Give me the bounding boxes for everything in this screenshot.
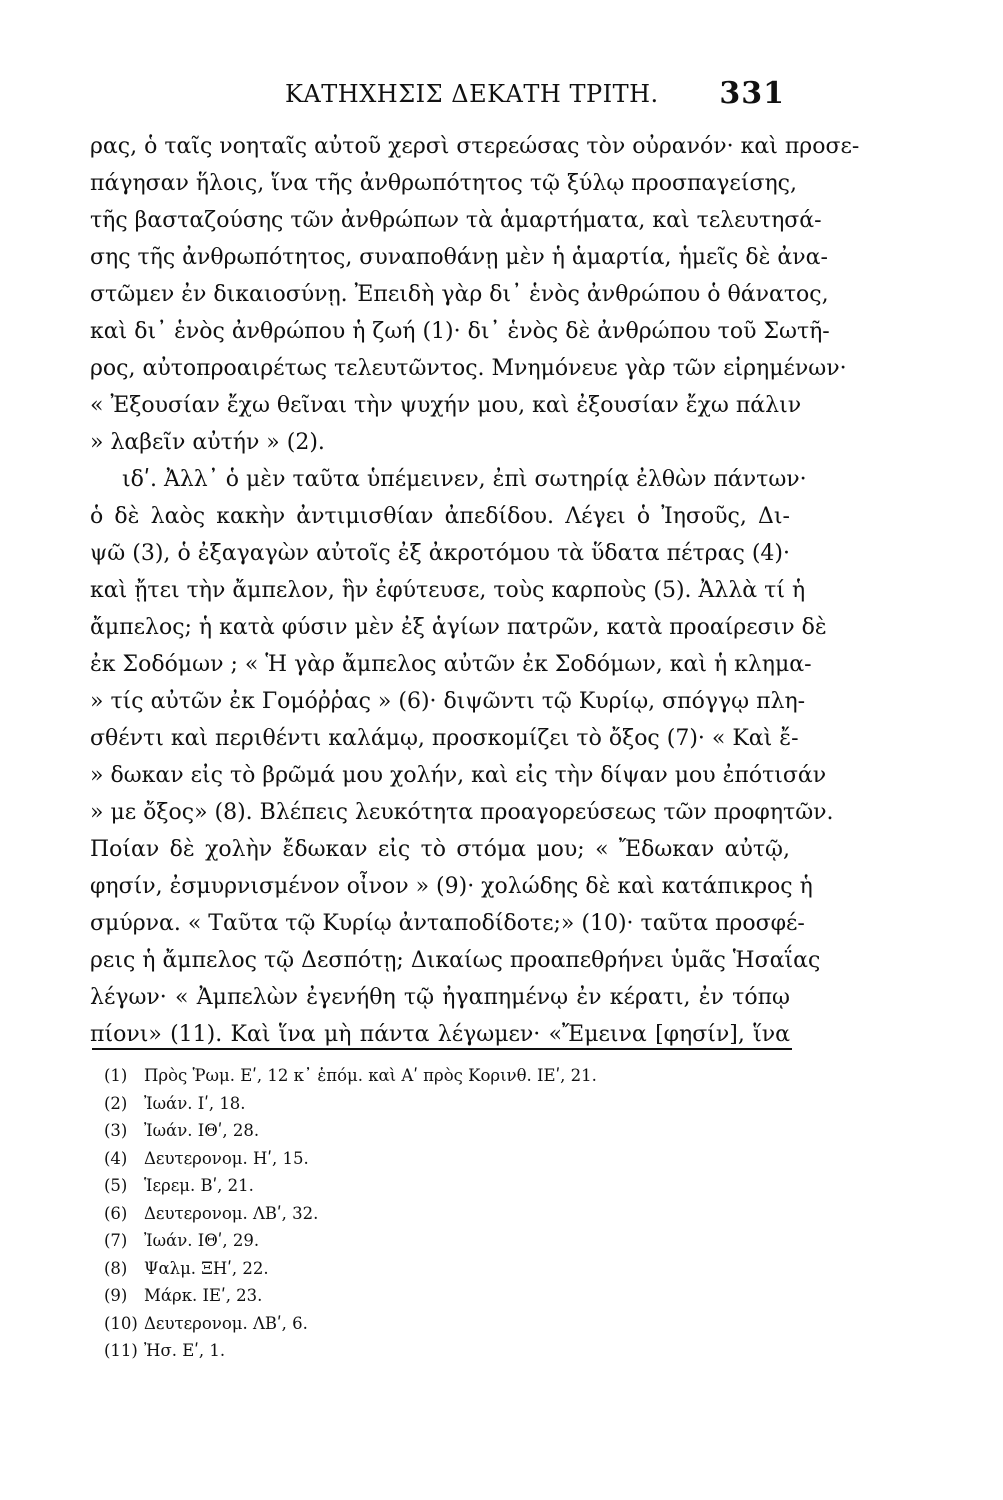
footnote <box>104 1310 704 1338</box>
footnote <box>104 1145 704 1173</box>
footnote <box>104 1282 704 1310</box>
footnote-text: Πρὸς Ῥωμ. Εʹ, 12 κ᾿ ἑπόμ. καὶ Αʹ πρὸς Κορινθ. ΙΕʹ, 21. <box>144 1066 597 1085</box>
running-title: ΚΑΤΗΧΗΣΙΣ ΔΕΚΑΤΗ ΤΡΙΤΗ. <box>285 80 659 108</box>
footnote-text: Δευτερονομ. Ηʹ, 15. <box>144 1148 309 1168</box>
body-line: καὶ δι᾿ ἑνὸς ἀνθρώπου ἡ ζωή (1)· δι᾿ ἑνὸς δὲ ἀνθρώπου τοῦ Σωτῆ- <box>90 319 830 344</box>
body-line: Ποίαν δὲ χολὴν ἔδωκαν εἰς τὸ στόμα μου; « Ἔδωκαν αὐτῷ, <box>90 837 790 862</box>
footnote-label: (2) <box>104 1093 128 1113</box>
footnote-label: (9) <box>104 1286 128 1305</box>
footnote <box>104 1062 704 1090</box>
footnote-text: Ἠσ. Εʹ, 1. <box>144 1341 226 1360</box>
body-line: στῶμεν ἐν δικαιοσύνῃ. Ἐπειδὴ γὰρ δι᾿ ἑνὸς ἀνθρώπου ὁ θάνατος, <box>90 282 829 307</box>
footnote <box>104 1255 704 1283</box>
body-line: » δωκαν εἰς τὸ βρῶμά μου χολήν, καὶ εἰς τὴν δίψαν μου ἐπότισάν <box>90 763 827 788</box>
footnote-label: (7) <box>104 1231 128 1250</box>
footnote-text: Ἰωάν. Ιʹ, 18. <box>144 1093 246 1113</box>
footnote-label: (8) <box>104 1258 128 1278</box>
body-line: ἄμπελος; ἡ κατὰ φύσιν μὲν ἐξ ἁγίων πατρῶν, κατὰ προαίρεσιν δὲ <box>90 615 827 640</box>
footnote-text: Ἰωάν. ΙΘʹ, 28. <box>144 1121 260 1140</box>
body-line: « Ἐξουσίαν ἔχω θεῖναι τὴν ψυχήν μου, καὶ ἐξουσίαν ἔχω πάλιν <box>90 393 802 418</box>
body-line: πάγησαν ἥλοις, ἵνα τῆς ἀνθρωπότητος τῷ ξύλῳ προσπαγείσης, <box>90 171 797 196</box>
body-line: σμύρνα. « Ταῦτα τῷ Κυρίῳ ἀνταποδίδοτε;» (10)· ταῦτα προσφέ- <box>90 911 805 936</box>
body-line: » τίς αὐτῶν ἐκ Γομόῤῥας » (6)· διψῶντι τῷ Κυρίῳ, σπόγγῳ πλη- <box>90 689 806 714</box>
body-line: ψῶ (3), ὁ ἐξαγαγὼν αὐτοῖς ἐξ ἀκροτόμου τὰ ὕδατα πέτρας (4)· <box>90 541 790 566</box>
footnote-text: Δευτερονομ. ΛΒʹ, 32. <box>144 1203 319 1223</box>
page-number: 331 <box>719 76 785 111</box>
body-line: ρας, ὁ ταῖς νοηταῖς αὐτοῦ χερσὶ στερεώσας τὸν οὐρανόν· καὶ προσε- <box>90 134 860 159</box>
footnote <box>104 1090 704 1118</box>
body-line: τῆς βασταζούσης τῶν ἀνθρώπων τὰ ἁμαρτήματα, καὶ τελευτησά- <box>90 208 822 233</box>
body-text <box>90 128 860 1053</box>
footnote-label: (10) <box>104 1313 138 1333</box>
footnote <box>104 1200 704 1228</box>
body-line: ρος, αὐτοπροαιρέτως τελευτῶντος. Μνημόνευε γὰρ τῶν εἰρημένων· <box>90 356 847 381</box>
footnote-text: Δευτερονομ. ΛΒʹ, 6. <box>144 1313 308 1333</box>
footnote <box>104 1117 704 1145</box>
footnote-text: Ψαλμ. ΞΗʹ, 22. <box>144 1258 269 1278</box>
footnote-label: (1) <box>104 1066 128 1085</box>
body-line: » λαβεῖν αὐτήν » (2). <box>90 430 325 455</box>
footnote-label: (4) <box>104 1148 128 1168</box>
body-line: ρεις ἡ ἄμπελος τῷ Δεσπότῃ; Δικαίως προαπεθρήνει ὑμᾶς Ἡσαΐας <box>90 948 821 973</box>
footnote-text: Ἰωάν. ΙΘʹ, 29. <box>144 1231 260 1250</box>
section-start-line: ιδʹ. Ἀλλ᾿ ὁ μὲν ταῦτα ὑπέμεινεν, ἐπὶ σωτηρίᾳ ἐλθὼν πάντων· <box>122 467 807 492</box>
running-head <box>95 76 785 112</box>
footnote-text: Ἱερεμ. Βʹ, 21. <box>144 1176 254 1195</box>
footnote <box>104 1337 704 1365</box>
body-line: ἐκ Σοδόμων ; « Ἡ γὰρ ἄμπελος αὐτῶν ἐκ Σοδόμων, καὶ ἡ κλημα- <box>90 652 812 677</box>
body-line: σθέντι καὶ περιθέντι καλάμῳ, προσκομίζει τὸ ὄξος (7)· « Καὶ ἔ- <box>90 726 799 751</box>
footnote-label: (11) <box>104 1341 138 1360</box>
body-line: ὁ δὲ λαὸς κακὴν ἀντιμισθίαν ἀπεδίδου. Λέγει ὁ Ἰησοῦς, Δι- <box>90 504 790 529</box>
footnote <box>104 1172 704 1200</box>
body-line: σης τῆς ἀνθρωπότητος, συναποθάνῃ μὲν ἡ ἁμαρτία, ἡμεῖς δὲ ἀνα- <box>90 245 828 270</box>
footnote <box>104 1227 704 1255</box>
footnotes <box>104 1062 704 1365</box>
body-line: φησίν, ἐσμυρνισμένον οἶνον » (9)· χολώδης δὲ καὶ κατάπικρος ἡ <box>90 874 813 899</box>
footnote-label: (3) <box>104 1121 128 1140</box>
footnote-label: (6) <box>104 1203 128 1223</box>
body-line: λέγων· « Ἀμπελὼν ἐγενήθη τῷ ἠγαπημένῳ ἐν κέρατι, ἐν τόπῳ <box>90 985 790 1010</box>
footnote-divider <box>92 1048 792 1050</box>
body-line: καὶ ᾔτει τὴν ἄμπελον, ἣν ἐφύτευσε, τοὺς καρποὺς (5). Ἀλλὰ τί ἡ <box>90 578 806 603</box>
body-line: » με ὄξος» (8). Βλέπεις λευκότητα προαγορεύσεως τῶν προφητῶν. <box>90 800 834 825</box>
footnote-text: Μάρκ. ΙΕʹ, 23. <box>144 1286 263 1305</box>
footnote-label: (5) <box>104 1176 128 1195</box>
body-line: πίονι» (11). Καὶ ἵνα μὴ πάντα λέγωμεν· «Ἔμεινα [φησίν], ἵνα <box>90 1022 790 1047</box>
